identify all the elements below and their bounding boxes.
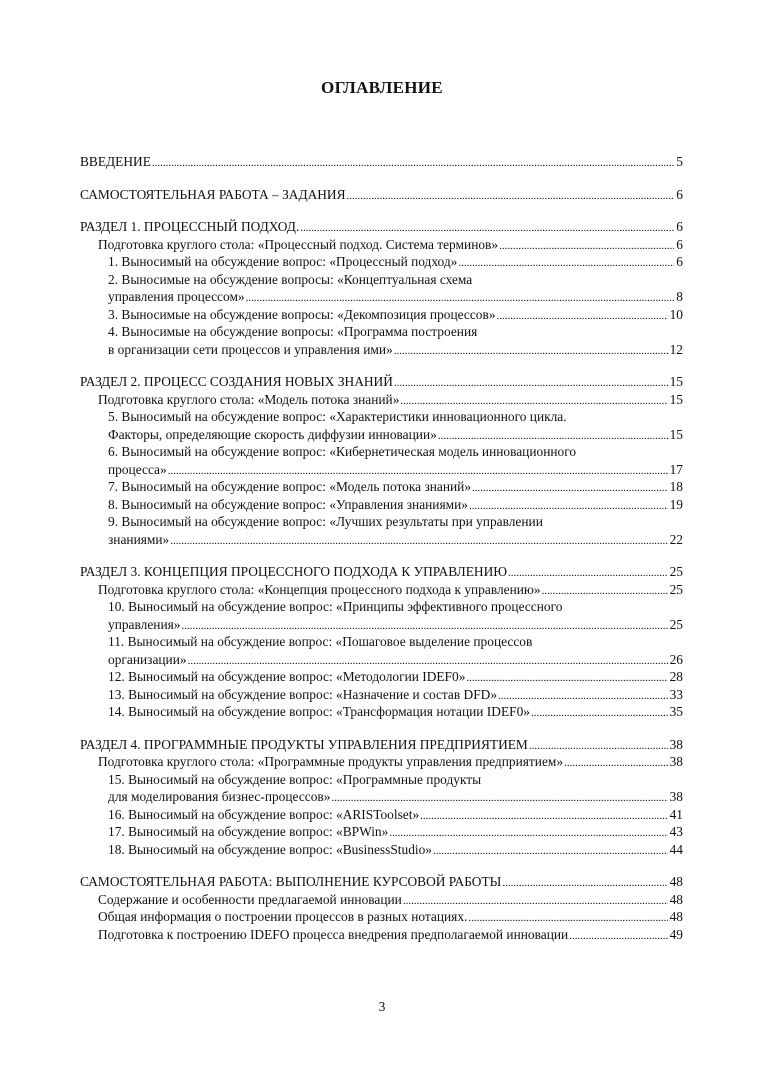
toc-entry-title: 9. Выносимый на обсуждение вопрос: «Лучших результаты при управлении xyxy=(108,514,543,529)
toc-entry[interactable] xyxy=(80,891,683,909)
toc-entry-title: организации» xyxy=(108,651,187,667)
toc-entry-title: Подготовка круглого стола: «Концепция процессного подхода к управлению» xyxy=(98,581,541,597)
toc-entry[interactable] xyxy=(80,598,683,616)
toc-entry-page: 26 xyxy=(669,651,683,667)
toc-entry[interactable] xyxy=(80,306,683,324)
toc-entry[interactable] xyxy=(80,823,683,841)
toc-entry[interactable] xyxy=(80,686,683,704)
toc-entry-title: 18. Выносимый на обсуждение вопрос: «BusinessStudio» xyxy=(108,841,432,857)
toc-entry-title: знаниями» xyxy=(108,531,170,547)
toc-entry-title: 17. Выносимый на обсуждение вопрос: «BPWin» xyxy=(108,824,389,839)
toc-entry-page: 43 xyxy=(669,824,683,839)
toc-entry[interactable] xyxy=(80,806,683,824)
toc-entry-title: РАЗДЕЛ 1. ПРОЦЕССНЫЙ ПОДХОД. xyxy=(80,219,300,234)
toc-entry[interactable] xyxy=(80,443,683,461)
toc-entry[interactable] xyxy=(80,408,683,426)
toc-entry[interactable] xyxy=(80,651,683,669)
toc-entry-page: 8 xyxy=(676,289,683,304)
toc-entry[interactable] xyxy=(80,908,683,926)
toc-entry-title: ВВЕДЕНИЕ xyxy=(80,154,151,169)
dot-leader xyxy=(394,343,668,361)
toc-entry-title: 8. Выносимый на обсуждение вопрос: «Управления знаниями» xyxy=(108,496,468,512)
toc-entry[interactable] xyxy=(80,323,683,341)
toc-entry-page: 10 xyxy=(669,306,683,322)
dot-leader xyxy=(458,255,674,273)
toc-entry[interactable] xyxy=(80,841,683,859)
dot-leader xyxy=(394,375,668,393)
dot-leader xyxy=(170,533,667,551)
dot-leader xyxy=(472,480,668,498)
toc-entry-page: 6 xyxy=(676,186,683,202)
toc-entry-title: 13. Выносимый на обсуждение вопрос: «Назначение и состав DFD» xyxy=(108,686,498,702)
toc-entry-title: процесса» xyxy=(108,461,167,477)
toc-entry-page: 33 xyxy=(669,686,683,702)
toc-entry[interactable] xyxy=(80,926,683,944)
page-title: ОГЛАВЛЕНИЕ xyxy=(321,78,443,97)
toc-entry[interactable] xyxy=(80,873,683,891)
table-of-contents xyxy=(80,153,683,943)
dot-leader xyxy=(497,308,668,326)
toc-entry-page: 28 xyxy=(669,669,683,684)
toc-entry-page: 6 xyxy=(676,236,683,252)
dot-leader xyxy=(347,188,675,206)
toc-entry-title: управления процессом» xyxy=(108,289,245,304)
toc-entry[interactable] xyxy=(80,736,683,754)
toc-entry-title: 2. Выносимые на обсуждение вопросы: «Концептуальная схема xyxy=(108,271,473,287)
toc-entry-title: Общая информация о построении процессов в разных нотациях. xyxy=(98,909,468,924)
dot-leader xyxy=(420,808,667,826)
toc-entry-page: 18 xyxy=(669,479,683,494)
toc-entry-title: 6. Выносимый на обсуждение вопрос: «Кибернетическая модель инновационного xyxy=(108,444,577,459)
toc-entry-title: РАЗДЕЛ 2. ПРОЦЕСС СОЗДАНИЯ НОВЫХ ЗНАНИЙ xyxy=(80,374,393,389)
dot-leader xyxy=(531,705,668,723)
toc-entry-page: 19 xyxy=(669,496,683,512)
toc-entry-title: 16. Выносимый на обсуждение вопрос: «ARISToolset» xyxy=(108,806,420,822)
toc-entry-page: 35 xyxy=(669,704,683,719)
toc-entry-title: 14. Выносимый на обсуждение вопрос: «Трансформация нотации IDEF0» xyxy=(108,704,530,719)
toc-entry[interactable] xyxy=(80,703,683,721)
toc-entry-title: 7. Выносимый на обсуждение вопрос: «Модель потока знаний» xyxy=(108,479,472,494)
toc-entry-title: САМОСТОЯТЕЛЬНАЯ РАБОТА – ЗАДАНИЯ xyxy=(80,186,346,202)
toc-entry-page: 12 xyxy=(669,341,683,357)
toc-entry-title: Подготовка круглого стола: «Программные продукты управления предприятием» xyxy=(98,754,564,769)
dot-leader xyxy=(499,238,674,256)
toc-entry[interactable] xyxy=(80,186,683,204)
toc-entry[interactable] xyxy=(80,218,683,236)
toc-entry-page: 38 xyxy=(669,736,683,752)
toc-entry-page: 6 xyxy=(676,254,683,269)
toc-entry-page: 15 xyxy=(669,391,683,407)
toc-entry-page: 5 xyxy=(676,154,683,169)
toc-entry[interactable] xyxy=(80,788,683,806)
toc-entry[interactable] xyxy=(80,341,683,359)
toc-entry-title: РАЗДЕЛ 3. КОНЦЕПЦИЯ ПРОЦЕССНОГО ПОДХОДА К УПРАВЛЕНИЮ xyxy=(80,564,507,579)
toc-entry-page: 48 xyxy=(669,909,683,924)
toc-entry[interactable] xyxy=(80,461,683,479)
toc-entry-page: 38 xyxy=(669,754,683,769)
dot-leader xyxy=(564,755,668,773)
toc-entry[interactable] xyxy=(80,288,683,306)
toc-entry[interactable] xyxy=(80,668,683,686)
toc-entry[interactable] xyxy=(80,531,683,549)
toc-entry-title: Факторы, определяющие скорость диффузии инновации» xyxy=(108,426,437,442)
toc-entry-page: 25 xyxy=(669,616,683,632)
toc-entry-page: 22 xyxy=(669,531,683,547)
toc-entry[interactable] xyxy=(80,478,683,496)
toc-entry[interactable] xyxy=(80,513,683,531)
toc-entry-title: 1. Выносимый на обсуждение вопрос: «Процессный подход» xyxy=(108,254,458,269)
toc-entry[interactable] xyxy=(80,581,683,599)
toc-entry[interactable] xyxy=(80,253,683,271)
toc-entry-title: Подготовка круглого стола: «Модель потока знаний» xyxy=(98,391,400,407)
toc-entry-title: для моделирования бизнес-процессов» xyxy=(108,789,331,804)
toc-entry-page: 49 xyxy=(669,926,683,942)
toc-entry[interactable] xyxy=(80,426,683,444)
dot-leader xyxy=(569,928,667,946)
toc-entry-title: 10. Выносимый на обсуждение вопрос: «Принципы эффективного процессного xyxy=(108,599,563,614)
toc-entry-page: 15 xyxy=(669,374,683,389)
toc-entry-title: 5. Выносимый на обсуждение вопрос: «Характеристики инновационного цикла. xyxy=(108,409,567,424)
toc-entry-title: в организации сети процессов и управления ими» xyxy=(108,341,393,357)
toc-entry[interactable] xyxy=(80,153,683,171)
toc-entry-page: 48 xyxy=(669,891,683,907)
toc-entry[interactable] xyxy=(80,633,683,651)
toc-entry-page: 48 xyxy=(669,874,683,889)
toc-entry-title: РАЗДЕЛ 4. ПРОГРАММНЫЕ ПРОДУКТЫ УПРАВЛЕНИЯ ПРЕДПРИЯТИЕМ xyxy=(80,736,528,752)
toc-entry-title: 12. Выносимый на обсуждение вопрос: «Методологии IDEF0» xyxy=(108,669,466,684)
toc-entry-title: управления» xyxy=(108,616,181,632)
toc-entry[interactable] xyxy=(80,616,683,634)
page-number: 3 xyxy=(378,999,386,1014)
toc-entry[interactable] xyxy=(80,496,683,514)
toc-entry[interactable] xyxy=(80,271,683,289)
toc-entry-title: Подготовка круглого стола: «Процессный подход. Система терминов» xyxy=(98,236,499,252)
toc-entry-title: Подготовка к построению IDEFO процесса внедрения предполагаемой инновации xyxy=(98,926,569,942)
toc-entry-page: 6 xyxy=(676,219,683,234)
dot-leader xyxy=(433,843,668,861)
toc-entry[interactable] xyxy=(80,563,683,581)
toc-entry[interactable] xyxy=(80,373,683,391)
dot-leader xyxy=(152,155,674,173)
toc-entry-title: 11. Выносимый на обсуждение вопрос: «Пошаговое выделение процессов xyxy=(108,634,533,649)
toc-entry-page: 41 xyxy=(669,806,683,822)
dot-leader xyxy=(502,875,667,893)
toc-entry-page: 25 xyxy=(669,581,683,597)
toc-entry-page: 25 xyxy=(669,564,683,579)
toc-entry-page: 17 xyxy=(669,461,683,477)
toc-entry-title: САМОСТОЯТЕЛЬНАЯ РАБОТА: ВЫПОЛНЕНИЕ КУРСОВОЙ РАБОТЫ xyxy=(80,874,502,889)
toc-entry-title: 3. Выносимые на обсуждение вопросы: «Декомпозиция процессов» xyxy=(108,306,496,322)
toc-entry-title: 4. Выносимые на обсуждение вопросы: «Программа построения xyxy=(108,324,478,339)
toc-entry[interactable] xyxy=(80,771,683,789)
toc-entry[interactable] xyxy=(80,753,683,771)
toc-entry-page: 38 xyxy=(669,789,683,804)
toc-entry[interactable] xyxy=(80,236,683,254)
toc-entry-title: Содержание и особенности предлагаемой инновации xyxy=(98,891,402,907)
toc-entry-title: 15. Выносимый на обсуждение вопрос: «Программные продукты xyxy=(108,771,482,787)
toc-entry-page: 44 xyxy=(669,841,683,857)
toc-entry[interactable] xyxy=(80,391,683,409)
toc-entry-page: 15 xyxy=(669,426,683,442)
